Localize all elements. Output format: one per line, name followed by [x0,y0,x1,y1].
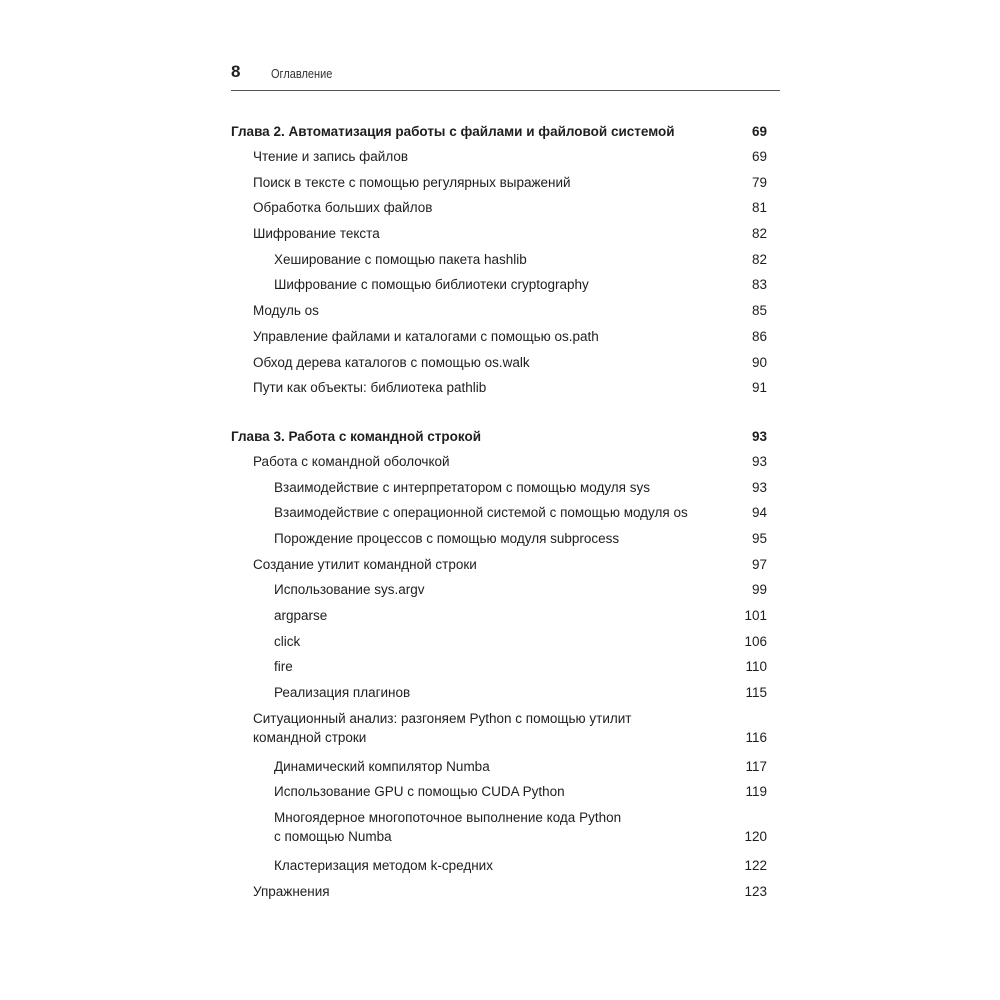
toc-entry-title: Шифрование с помощью библиотеки cryptography [274,277,589,293]
toc-entry-page-number: 86 [751,328,767,344]
dot-leader [491,769,745,770]
toc-entry-title: Глава 3. Работа с командной строкой [231,428,482,444]
dot-leader [528,262,751,263]
toc-entry-page-number: 99 [751,582,767,598]
toc-subsection-entry [231,272,767,298]
toc-entry-page-number: 93 [751,428,767,444]
toc-entry-title: Чтение и запись файлов [253,149,409,164]
toc-entry-title: Управление файлами и каталогами с помощью os.path [253,328,599,344]
toc-section-entry [231,350,767,376]
toc-section-entry [231,170,767,196]
dot-leader [572,185,751,186]
dot-leader [320,313,751,314]
toc-entry-title: Глава 2. Автоматизация работы с файлами и файловой системой [231,124,675,139]
toc-entry-page-number: 95 [751,530,767,546]
toc-subsection-entry [231,247,767,273]
toc-entry-title: Создание утилит командной строки [253,556,477,572]
toc-entry-page-number: 91 [751,380,767,396]
dot-leader [478,567,751,568]
dot-leader [600,339,751,340]
toc-subsection-entry [231,805,767,853]
toc-chapter-entry [231,119,767,144]
toc-entry-title: argparse [274,608,328,623]
dot-leader [451,464,751,465]
dot-leader [487,390,751,391]
toc-section-entry [231,298,767,324]
dot-leader [494,868,744,869]
dot-leader [531,365,751,366]
toc-entry-page-number: 83 [751,277,767,293]
toc-entry-title: Обработка больших файлов [253,200,433,216]
toc-section-entry [231,221,767,247]
toc-subsection-entry [231,603,767,629]
dot-leader [301,644,743,645]
toc-entry-page-number: 69 [751,124,767,139]
toc-subsection-entry [231,475,767,501]
toc-entry-page-number: 79 [751,174,767,190]
toc-entry-page-number: 116 [745,729,767,745]
toc-entry-page-number: 115 [745,685,767,701]
toc-entry-page-number: 69 [751,149,767,164]
toc-section-entry [231,879,767,905]
toc-entry-title: Модуль os [253,303,319,319]
toc-entry-title: fire [274,659,293,675]
toc-entry-page-number: 106 [744,633,767,649]
toc-entry-title: click [274,633,301,649]
dot-leader [433,210,751,211]
toc-section-entry [231,706,767,754]
toc-entry-page-number: 94 [751,505,767,521]
toc-entry-title: Реализация плагинов [274,685,411,701]
dot-leader [411,695,744,696]
toc-subsection-entry [231,853,767,879]
toc-section-entry [231,449,767,475]
toc-entry-page-number: 117 [745,758,767,774]
toc-entry-title: Динамический компилятор Numba [274,758,490,774]
toc-entry-page-number: 85 [751,303,767,319]
toc-entry-title-line1: Ситуационный анализ: разгоняем Python с помощью утилит [253,710,632,726]
toc-entry-title: командной строки [253,729,367,745]
toc-subsection-entry [231,577,767,603]
dot-leader [676,134,751,135]
toc-subsection-entry [231,526,767,552]
dot-leader [689,515,751,516]
toc-entry-title: Взаимодействие с операционной системой с помощью модуля os [274,505,688,521]
running-title: Оглавление [271,67,333,81]
dot-leader [425,592,750,593]
dot-leader [381,236,751,237]
toc-subsection-entry [231,754,767,780]
toc-entry-title: Работа с командной оболочкой [253,453,450,469]
dot-leader [331,894,744,895]
toc-entry-page-number: 120 [744,829,767,845]
toc-subsection-entry [231,779,767,805]
dot-leader [294,669,745,670]
toc-entry-title: Обход дерева каталогов с помощью os.walk [253,354,530,370]
toc-subsection-entry [231,500,767,526]
dot-leader [590,287,751,288]
toc-entry-page-number: 123 [744,883,767,899]
toc-entry-page-number: 93 [751,453,767,469]
toc-entry-title-line1: Многоядерное многопоточное выполнение кода Python [274,810,622,826]
toc-section-entry [231,195,767,221]
toc-entry-page-number: 101 [744,608,767,623]
dot-leader [566,794,745,795]
toc-entry-title: Использование GPU с помощью CUDA Python [274,784,565,800]
toc-entry-title: Порождение процессов с помощью модуля subprocess [274,530,620,546]
toc-entry-page-number: 82 [751,226,767,242]
toc-entry-page-number: 81 [751,200,767,216]
toc-section-entry [231,144,767,170]
toc-entry-title: с помощью Numba [274,829,392,845]
dot-leader [328,618,743,619]
dot-leader [482,439,751,440]
toc-entry-page-number: 119 [745,784,767,800]
toc-subsection-entry [231,629,767,655]
toc-section-entry [231,324,767,350]
dot-leader [393,839,744,840]
dot-leader [651,490,751,491]
toc-entry-title: Пути как объекты: библиотека pathlib [253,380,487,396]
running-header [231,60,780,91]
toc-entry-page-number: 93 [751,479,767,495]
toc-section-entry [231,375,767,401]
toc-entry-title: Упражнения [253,883,330,899]
toc-entry-page-number: 82 [751,251,767,267]
toc-entry-title: Хеширование с помощью пакета hashlib [274,251,527,267]
toc-entry-title: Использование sys.argv [274,582,425,598]
toc-entry-title: Взаимодействие с интерпретатором с помощью модуля sys [274,479,650,495]
toc-chapter-entry [231,424,767,449]
toc-entry-title: Поиск в тексте с помощью регулярных выражений [253,174,571,190]
dot-leader [620,541,751,542]
toc-entry-title: Кластеризация методом k-средних [274,858,493,874]
toc-subsection-entry [231,654,767,680]
page-number: 8 [231,62,241,81]
toc-subsection-entry [231,680,767,706]
dot-leader [367,740,744,741]
table-of-contents [231,119,767,905]
dot-leader [409,159,751,160]
toc-entry-page-number: 90 [751,354,767,370]
toc-entry-page-number: 110 [745,659,767,675]
toc-entry-title: Шифрование текста [253,226,380,242]
toc-entry-page-number: 122 [744,858,767,874]
toc-entry-page-number: 97 [751,556,767,572]
toc-section-entry [231,552,767,578]
